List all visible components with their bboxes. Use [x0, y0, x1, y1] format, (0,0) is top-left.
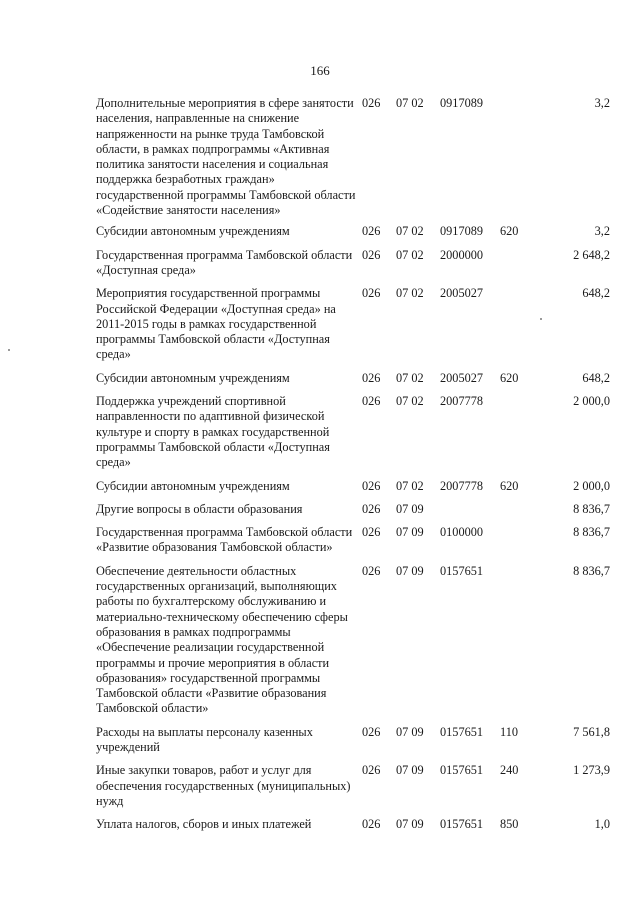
row-sum: 3,2	[594, 224, 610, 239]
row-expense-type	[500, 525, 542, 564]
table-row	[96, 564, 610, 725]
row-name: Поддержка учреждений спортивной направленности по адаптивной физической культуре и спорту в рамках государственной программы Тамбовской области «Доступная среда»	[96, 394, 330, 470]
row-expense-type	[500, 96, 542, 224]
table-row	[96, 525, 610, 564]
row-grbs: 026	[362, 501, 381, 516]
row-expense-type	[500, 286, 542, 370]
row-grbs: 026	[362, 96, 381, 110]
row-sum: 1,0	[594, 817, 610, 832]
table-row	[96, 248, 610, 287]
row-target: 0100000	[440, 525, 484, 540]
row-target: 2005027	[440, 370, 484, 385]
row-target: 2000000	[440, 247, 484, 262]
row-section: 07 02	[396, 247, 424, 262]
row-target: 2007778	[440, 478, 484, 493]
row-grbs: 026	[362, 525, 381, 540]
row-sum: 648,2	[582, 286, 610, 301]
row-target: 0157651	[440, 563, 484, 578]
table-row	[96, 817, 610, 840]
row-name: Расходы на выплаты персоналу казенных учреждений	[96, 724, 313, 754]
row-sum: 1 273,9	[573, 763, 610, 778]
scan-mark	[8, 349, 10, 351]
row-name: Субсидии автономным учреждениям	[96, 224, 290, 239]
row-target: 0157651	[440, 817, 484, 832]
row-section: 07 02	[396, 478, 424, 493]
row-name: Мероприятия государственной программы Российской Федерации «Доступная среда» на 2011-2015 годы в рамках государственной программы Тамбовской области «Доступная среда»	[96, 286, 336, 362]
row-grbs: 026	[362, 724, 381, 739]
row-section: 07 02	[396, 370, 424, 385]
row-section: 07 02	[396, 394, 424, 409]
row-name: Иные закупки товаров, работ и услуг для обеспечения государственных (муниципальных) нужд	[96, 763, 351, 808]
row-section: 07 09	[396, 724, 424, 739]
row-expense-type	[500, 564, 542, 725]
row-target	[440, 502, 500, 525]
table-row	[96, 394, 610, 478]
row-section: 07 09	[396, 763, 424, 778]
row-section: 07 09	[396, 563, 424, 578]
row-grbs: 026	[362, 563, 381, 578]
row-grbs: 026	[362, 763, 381, 778]
row-grbs: 026	[362, 478, 381, 493]
row-expense-type: 620	[500, 224, 519, 239]
row-name: Субсидии автономным учреждениям	[96, 478, 290, 493]
row-expense-type	[500, 502, 542, 525]
row-expense-type	[500, 394, 542, 478]
table-row	[96, 479, 610, 502]
row-expense-type: 110	[500, 724, 518, 739]
table-row	[96, 96, 610, 224]
row-sum: 8 836,7	[573, 525, 610, 540]
row-name: Государственная программа Тамбовской области «Доступная среда»	[96, 247, 353, 277]
row-sum: 2 648,2	[573, 247, 610, 262]
page-number: 166	[310, 63, 330, 78]
row-name: Уплата налогов, сборов и иных платежей	[96, 817, 312, 832]
row-grbs: 026	[362, 286, 381, 301]
row-name: Субсидии автономным учреждениям	[96, 370, 290, 385]
row-sum: 2 000,0	[573, 478, 610, 493]
row-sum: 7 561,8	[573, 724, 610, 739]
row-expense-type: 240	[500, 763, 519, 778]
row-target: 2007778	[440, 394, 484, 409]
row-expense-type: 620	[500, 478, 519, 493]
row-expense-type: 850	[500, 817, 519, 832]
row-section: 07 09	[396, 525, 424, 540]
row-sum: 8 836,7	[573, 501, 610, 516]
row-sum: 2 000,0	[573, 394, 610, 409]
row-grbs: 026	[362, 394, 381, 409]
row-target: 0157651	[440, 724, 484, 739]
table-row	[96, 725, 610, 764]
row-target: 2005027	[440, 286, 484, 301]
row-name: Дополнительные мероприятия в сфере занятости населения, направленные на снижение напряженности на рынке труда Тамбовской области, в рамках подпрограммы «Активная политика занятости населения и социальная поддержка безработных граждан» государственной программы Тамбовской области «Содействие занятости населения»	[96, 96, 356, 218]
row-name: Государственная программа Тамбовской области «Развитие образования Тамбовской области»	[96, 525, 353, 555]
row-expense-type: 620	[500, 370, 519, 385]
row-section: 07 02	[396, 96, 424, 110]
table-row	[96, 286, 610, 370]
row-section: 07 09	[396, 501, 424, 516]
row-sum: 8 836,7	[573, 563, 610, 578]
row-grbs: 026	[362, 370, 381, 385]
row-target: 0917089	[440, 224, 484, 239]
row-name: Обеспечение деятельности областных государственных организаций, выполняющих работы по бухгалтерскому обслуживанию и материально-техническому обеспечению сферы образования в рамках подпрограммы «Обеспечение реализации государственной программы и прочие мероприятия в области образования» государственной программы Тамбовской области «Развитие образования Тамбовской области»	[96, 563, 348, 716]
row-grbs: 026	[362, 247, 381, 262]
row-section: 07 02	[396, 286, 424, 301]
row-target: 0157651	[440, 763, 484, 778]
row-grbs: 026	[362, 817, 381, 832]
table-row	[96, 763, 610, 817]
table-row	[96, 371, 610, 394]
row-section: 07 09	[396, 817, 424, 832]
row-expense-type	[500, 248, 542, 287]
table-row	[96, 224, 610, 247]
row-target: 0917089	[440, 96, 484, 110]
budget-table	[96, 96, 610, 840]
row-sum: 648,2	[582, 370, 610, 385]
table-row	[96, 502, 610, 525]
row-sum: 3,2	[594, 96, 610, 110]
row-name: Другие вопросы в области образования	[96, 501, 303, 516]
row-section: 07 02	[396, 224, 424, 239]
row-grbs: 026	[362, 224, 381, 239]
